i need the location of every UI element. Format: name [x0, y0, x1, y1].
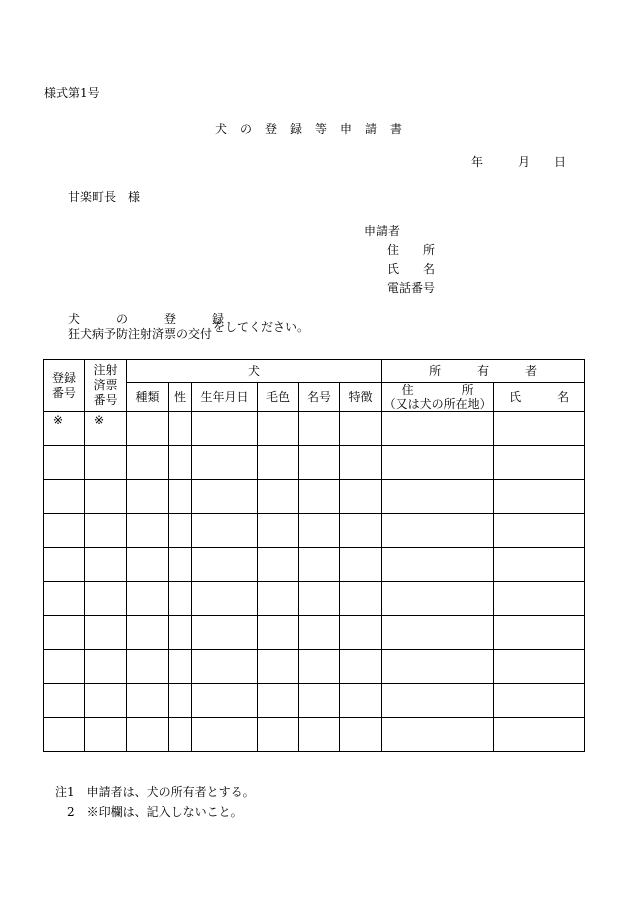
table-cell[interactable]: [169, 548, 192, 582]
header-owner-name: 氏 名: [494, 383, 585, 412]
table-cell[interactable]: [192, 650, 258, 684]
table-cell[interactable]: [258, 446, 299, 480]
table-cell[interactable]: [340, 582, 382, 616]
applicant-label: 申請者: [364, 224, 401, 238]
table-cell[interactable]: [169, 718, 192, 752]
date-day: 日: [554, 155, 567, 169]
table-cell[interactable]: [85, 514, 127, 548]
table-cell[interactable]: [127, 548, 169, 582]
table-cell[interactable]: [382, 446, 494, 480]
note-2: 2 ※印欄は、記入しないこと。: [67, 805, 243, 819]
table-cell[interactable]: [258, 650, 299, 684]
table-row: [44, 548, 585, 582]
table-cell[interactable]: [127, 412, 169, 446]
table-cell[interactable]: [299, 548, 340, 582]
table-cell[interactable]: [340, 514, 382, 548]
table-cell[interactable]: [192, 582, 258, 616]
table-cell[interactable]: [382, 514, 494, 548]
table-cell[interactable]: [192, 446, 258, 480]
table-cell[interactable]: [340, 616, 382, 650]
table-cell[interactable]: [494, 582, 585, 616]
table-cell[interactable]: [192, 718, 258, 752]
table-cell[interactable]: [494, 616, 585, 650]
table-cell[interactable]: [340, 446, 382, 480]
header-owner-address: 住 所 （又は犬の所在地）: [383, 383, 492, 411]
table-cell[interactable]: [85, 616, 127, 650]
table-row: [44, 412, 585, 446]
table-cell[interactable]: [299, 412, 340, 446]
table-cell[interactable]: [192, 616, 258, 650]
table-cell[interactable]: [382, 480, 494, 514]
header-dog-name: 名号: [299, 383, 340, 412]
table-row: [44, 446, 585, 480]
table-cell[interactable]: [85, 582, 127, 616]
date-year: 年: [471, 155, 484, 169]
header-dog-breed: 種類: [127, 383, 169, 412]
table-cell[interactable]: [494, 548, 585, 582]
purpose-option-registration: 犬 の 登 録: [68, 312, 225, 326]
table-cell[interactable]: [382, 548, 494, 582]
table-cell[interactable]: [299, 650, 340, 684]
table-cell[interactable]: [494, 684, 585, 718]
notes: [55, 782, 255, 822]
table-cell[interactable]: [44, 582, 85, 616]
table-cell[interactable]: [127, 446, 169, 480]
table-cell[interactable]: [127, 582, 169, 616]
table-cell[interactable]: [382, 412, 494, 446]
table-cell[interactable]: [299, 582, 340, 616]
table-cell[interactable]: [258, 718, 299, 752]
table-cell[interactable]: [258, 582, 299, 616]
table-cell[interactable]: [494, 446, 585, 480]
header-owner-group: 所 有 者: [382, 360, 585, 383]
table-cell[interactable]: [258, 480, 299, 514]
table-cell[interactable]: [494, 480, 585, 514]
table-cell[interactable]: [382, 684, 494, 718]
office-use-mark: ※: [94, 413, 105, 427]
table-cell[interactable]: [169, 480, 192, 514]
table-cell[interactable]: [44, 446, 85, 480]
applicant-block: [364, 222, 435, 298]
table-cell[interactable]: [169, 650, 192, 684]
table-cell[interactable]: [340, 650, 382, 684]
applicant-phone-label: 電話番号: [387, 281, 436, 295]
table-cell[interactable]: [340, 480, 382, 514]
table-cell[interactable]: [85, 718, 127, 752]
table-cell[interactable]: [127, 650, 169, 684]
header-dog-features: 特徴: [340, 383, 382, 412]
table-row: [44, 616, 585, 650]
table-cell[interactable]: [192, 480, 258, 514]
table-cell[interactable]: [192, 548, 258, 582]
header-dog-birthdate: 生年月日: [192, 383, 258, 412]
table-cell[interactable]: [299, 684, 340, 718]
table-cell[interactable]: [340, 718, 382, 752]
table-cell[interactable]: [85, 548, 127, 582]
date-month: 月: [518, 155, 531, 169]
table-cell[interactable]: [44, 650, 85, 684]
table-cell[interactable]: [44, 412, 85, 446]
table-cell[interactable]: [494, 718, 585, 752]
table-cell[interactable]: [169, 412, 192, 446]
table-cell[interactable]: [258, 548, 299, 582]
table-cell[interactable]: [44, 480, 85, 514]
table-cell[interactable]: [494, 514, 585, 548]
note-1: 注1 申請者は、犬の所有者とする。: [55, 785, 255, 799]
table-cell[interactable]: [85, 446, 127, 480]
addressee: 甘楽町長 様: [68, 190, 141, 204]
table-cell[interactable]: [382, 718, 494, 752]
table-cell[interactable]: [127, 718, 169, 752]
form-number: 様式第1号: [44, 86, 100, 100]
table-cell[interactable]: [299, 718, 340, 752]
table-cell[interactable]: [169, 582, 192, 616]
table-cell[interactable]: [299, 480, 340, 514]
document-title: 犬の登録等申請書: [214, 122, 415, 136]
table-cell[interactable]: [192, 514, 258, 548]
table-cell[interactable]: [127, 514, 169, 548]
table-cell[interactable]: [258, 514, 299, 548]
table-row: [44, 650, 585, 684]
table-cell[interactable]: [494, 650, 585, 684]
header-dog-coat-color: 毛色: [258, 383, 299, 412]
applicant-address-label: 住 所: [387, 243, 436, 257]
table-cell[interactable]: [169, 616, 192, 650]
purpose-option-tag: 狂犬病予防注射済票の交付: [68, 327, 213, 341]
table-row: [44, 582, 585, 616]
table-cell[interactable]: [169, 514, 192, 548]
table-cell[interactable]: [299, 446, 340, 480]
table-cell[interactable]: [192, 684, 258, 718]
table-cell[interactable]: [44, 548, 85, 582]
table-cell[interactable]: [85, 684, 127, 718]
table-cell[interactable]: [340, 412, 382, 446]
table-row: [44, 514, 585, 548]
table-cell[interactable]: [85, 480, 127, 514]
table-row: [44, 480, 585, 514]
table-row: [44, 718, 585, 752]
table-cell[interactable]: [258, 412, 299, 446]
table-cell[interactable]: [382, 650, 494, 684]
table-cell[interactable]: [44, 514, 85, 548]
purpose-options: [68, 312, 224, 342]
office-use-mark: ※: [53, 413, 64, 427]
header-reg-number: 登録番号: [44, 360, 85, 412]
table-cell[interactable]: [192, 412, 258, 446]
table-cell[interactable]: [44, 684, 85, 718]
purpose-suffix: をしてください。: [213, 320, 310, 334]
table-cell[interactable]: [258, 684, 299, 718]
table-cell[interactable]: [44, 718, 85, 752]
table-cell[interactable]: [44, 616, 85, 650]
table-cell[interactable]: [299, 514, 340, 548]
table-cell[interactable]: [494, 412, 585, 446]
table-row: [44, 684, 585, 718]
table-cell[interactable]: [340, 684, 382, 718]
applicant-name-label: 氏 名: [387, 262, 436, 276]
table-cell[interactable]: [127, 480, 169, 514]
table-cell[interactable]: [85, 412, 127, 446]
table-cell[interactable]: [169, 684, 192, 718]
table-cell[interactable]: [299, 616, 340, 650]
registration-table: [43, 359, 585, 752]
table-cell[interactable]: [127, 616, 169, 650]
table-cell[interactable]: [85, 650, 127, 684]
table-cell[interactable]: [382, 616, 494, 650]
header-tag-number: 注射済票番号: [85, 360, 127, 412]
table-cell[interactable]: [127, 684, 169, 718]
table-cell[interactable]: [340, 548, 382, 582]
header-dog-sex: 性: [169, 383, 192, 412]
table-cell[interactable]: [169, 446, 192, 480]
date-line: [471, 153, 566, 170]
table-cell[interactable]: [382, 582, 494, 616]
table-cell[interactable]: [258, 616, 299, 650]
header-dog-group: 犬: [127, 360, 382, 383]
